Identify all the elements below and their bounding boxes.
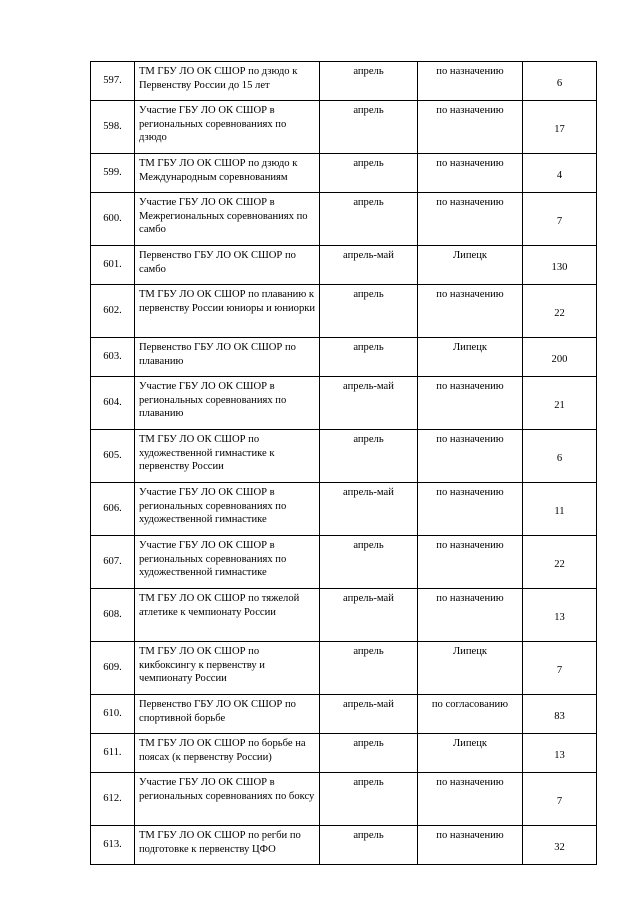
event-date: апрель	[320, 536, 418, 589]
participant-count: 13	[523, 734, 597, 773]
row-number: 603.	[91, 338, 135, 377]
event-name: ТМ ГБУ ЛО ОК СШОР по художественной гимнастике к первенству России	[135, 430, 320, 483]
row-number: 613.	[91, 826, 135, 865]
event-name: Участие ГБУ ЛО ОК СШОР в региональных соревнованиях по художественной гимнастике	[135, 536, 320, 589]
event-date: апрель	[320, 430, 418, 483]
event-name: ТМ ГБУ ЛО ОК СШОР по борьбе на поясах (к первенству России)	[135, 734, 320, 773]
participant-count: 7	[523, 193, 597, 246]
event-place: Липецк	[418, 734, 523, 773]
event-name: ТМ ГБУ ЛО ОК СШОР по дзюдо к Международным соревнованиям	[135, 154, 320, 193]
event-date: апрель-май	[320, 246, 418, 285]
participant-count: 7	[523, 642, 597, 695]
event-name: Первенство ГБУ ЛО ОК СШОР по самбо	[135, 246, 320, 285]
event-place: по назначению	[418, 826, 523, 865]
row-number: 597.	[91, 62, 135, 101]
participant-count: 6	[523, 430, 597, 483]
participant-count: 21	[523, 377, 597, 430]
event-place: по назначению	[418, 589, 523, 642]
event-name: Участие ГБУ ЛО ОК СШОР в региональных соревнованиях по художественной гимнастике	[135, 483, 320, 536]
event-place: по согласованию	[418, 695, 523, 734]
event-date: апрель	[320, 734, 418, 773]
row-number: 604.	[91, 377, 135, 430]
table-row	[91, 695, 597, 734]
row-number: 600.	[91, 193, 135, 246]
event-date: апрель	[320, 338, 418, 377]
event-name: ТМ ГБУ ЛО ОК СШОР по плаванию к первенству России юниоры и юниорки	[135, 285, 320, 338]
event-place: Липецк	[418, 338, 523, 377]
event-date: апрель-май	[320, 695, 418, 734]
table-row	[91, 338, 597, 377]
event-date: апрель	[320, 101, 418, 154]
table-row	[91, 826, 597, 865]
participant-count: 200	[523, 338, 597, 377]
row-number: 607.	[91, 536, 135, 589]
table-row	[91, 285, 597, 338]
event-name: Участие ГБУ ЛО ОК СШОР в Межрегиональных соревнованиях по самбо	[135, 193, 320, 246]
row-number: 598.	[91, 101, 135, 154]
row-number: 606.	[91, 483, 135, 536]
row-number: 609.	[91, 642, 135, 695]
event-place: по назначению	[418, 430, 523, 483]
table-row	[91, 62, 597, 101]
event-name: Первенство ГБУ ЛО ОК СШОР по плаванию	[135, 338, 320, 377]
table-row	[91, 773, 597, 826]
row-number: 601.	[91, 246, 135, 285]
row-number: 599.	[91, 154, 135, 193]
event-name: Участие ГБУ ЛО ОК СШОР в региональных соревнованиях по дзюдо	[135, 101, 320, 154]
event-date: апрель	[320, 193, 418, 246]
participant-count: 130	[523, 246, 597, 285]
table-row	[91, 101, 597, 154]
row-number: 605.	[91, 430, 135, 483]
event-place: по назначению	[418, 62, 523, 101]
event-place: по назначению	[418, 483, 523, 536]
event-date: апрель	[320, 826, 418, 865]
participant-count: 11	[523, 483, 597, 536]
event-date: апрель-май	[320, 483, 418, 536]
event-date: апрель-май	[320, 589, 418, 642]
event-date: апрель	[320, 62, 418, 101]
event-place: по назначению	[418, 536, 523, 589]
event-place: по назначению	[418, 773, 523, 826]
event-date: апрель	[320, 285, 418, 338]
participant-count: 17	[523, 101, 597, 154]
row-number: 602.	[91, 285, 135, 338]
event-name: Участие ГБУ ЛО ОК СШОР в региональных соревнованиях по плаванию	[135, 377, 320, 430]
event-name: Участие ГБУ ЛО ОК СШОР в региональных соревнованиях по боксу	[135, 773, 320, 826]
table-row	[91, 536, 597, 589]
event-place: Липецк	[418, 246, 523, 285]
event-place: по назначению	[418, 101, 523, 154]
table-row	[91, 377, 597, 430]
table-row	[91, 642, 597, 695]
participant-count: 22	[523, 285, 597, 338]
table-row	[91, 734, 597, 773]
participant-count: 22	[523, 536, 597, 589]
event-name: ТМ ГБУ ЛО ОК СШОР по кикбоксингу к первенству и чемпионату России	[135, 642, 320, 695]
row-number: 608.	[91, 589, 135, 642]
table-row	[91, 589, 597, 642]
row-number: 612.	[91, 773, 135, 826]
table-row	[91, 193, 597, 246]
table-row	[91, 246, 597, 285]
table-row	[91, 483, 597, 536]
table-row	[91, 430, 597, 483]
event-name: Первенство ГБУ ЛО ОК СШОР по спортивной борьбе	[135, 695, 320, 734]
event-place: по назначению	[418, 285, 523, 338]
event-date: апрель	[320, 154, 418, 193]
participant-count: 7	[523, 773, 597, 826]
event-place: Липецк	[418, 642, 523, 695]
row-number: 610.	[91, 695, 135, 734]
event-date: апрель	[320, 773, 418, 826]
event-place: по назначению	[418, 377, 523, 430]
event-name: ТМ ГБУ ЛО ОК СШОР по тяжелой атлетике к чемпионату России	[135, 589, 320, 642]
event-name: ТМ ГБУ ЛО ОК СШОР по дзюдо к Первенству России до 15 лет	[135, 62, 320, 101]
event-date: апрель-май	[320, 377, 418, 430]
participant-count: 13	[523, 589, 597, 642]
event-place: по назначению	[418, 193, 523, 246]
participant-count: 32	[523, 826, 597, 865]
event-name: ТМ ГБУ ЛО ОК СШОР по регби по подготовке к первенству ЦФО	[135, 826, 320, 865]
participant-count: 83	[523, 695, 597, 734]
row-number: 611.	[91, 734, 135, 773]
participant-count: 4	[523, 154, 597, 193]
events-table	[90, 61, 597, 865]
table-row	[91, 154, 597, 193]
event-date: апрель	[320, 642, 418, 695]
event-place: по назначению	[418, 154, 523, 193]
participant-count: 6	[523, 62, 597, 101]
